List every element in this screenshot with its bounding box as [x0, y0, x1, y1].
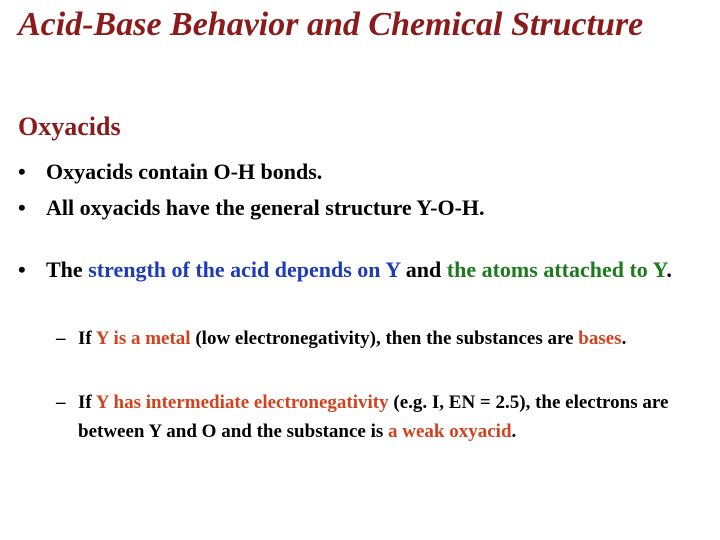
text-plain: If [78, 392, 96, 413]
text-plain: (low electronegativity), then the substances are [190, 328, 579, 349]
text-plain: . [666, 257, 672, 282]
bullet-item [18, 192, 708, 224]
text-plain: (e.g. I, EN = 2.5), the electrons are between Y and O and the substance is [78, 392, 669, 442]
bullet-text: All oxyacids have the general structure Y-O-H. [46, 195, 485, 220]
slide-subtitle: Oxyacids [18, 112, 121, 141]
sub-bullet-item [56, 324, 706, 353]
bullet-dot: • [18, 195, 26, 220]
metal-highlight: Y is a metal [95, 328, 191, 349]
text-plain: The [46, 257, 89, 282]
strength-highlight: strength of the acid depends on Y [88, 257, 401, 282]
bases-highlight: bases [578, 328, 622, 349]
text-plain: . [511, 421, 517, 442]
bullet-text [46, 254, 708, 286]
bullet-text: Oxyacids contain O-H bonds. [46, 159, 323, 184]
weak-oxyacid-highlight: a weak oxyacid [388, 421, 512, 442]
sub-bullet-item [56, 388, 706, 446]
bullet-dot: • [18, 159, 26, 184]
bullet-item [18, 156, 708, 188]
slide-title: Acid-Base Behavior and Chemical Structure [18, 6, 644, 43]
text-plain: . [621, 328, 627, 349]
sub-bullet-dash: – [56, 392, 66, 413]
sub-bullet-text [78, 324, 706, 353]
bullet-dot: • [18, 257, 26, 282]
sub-bullet-dash: – [56, 328, 66, 349]
text-plain: and [400, 257, 447, 282]
atoms-highlight: the atoms attached to Y [446, 257, 667, 282]
sub-bullet-text [78, 388, 706, 446]
bullet-item [18, 254, 708, 286]
text-plain: If [78, 328, 96, 349]
intermediate-highlight: Y has intermediate electronegativity [95, 392, 389, 413]
